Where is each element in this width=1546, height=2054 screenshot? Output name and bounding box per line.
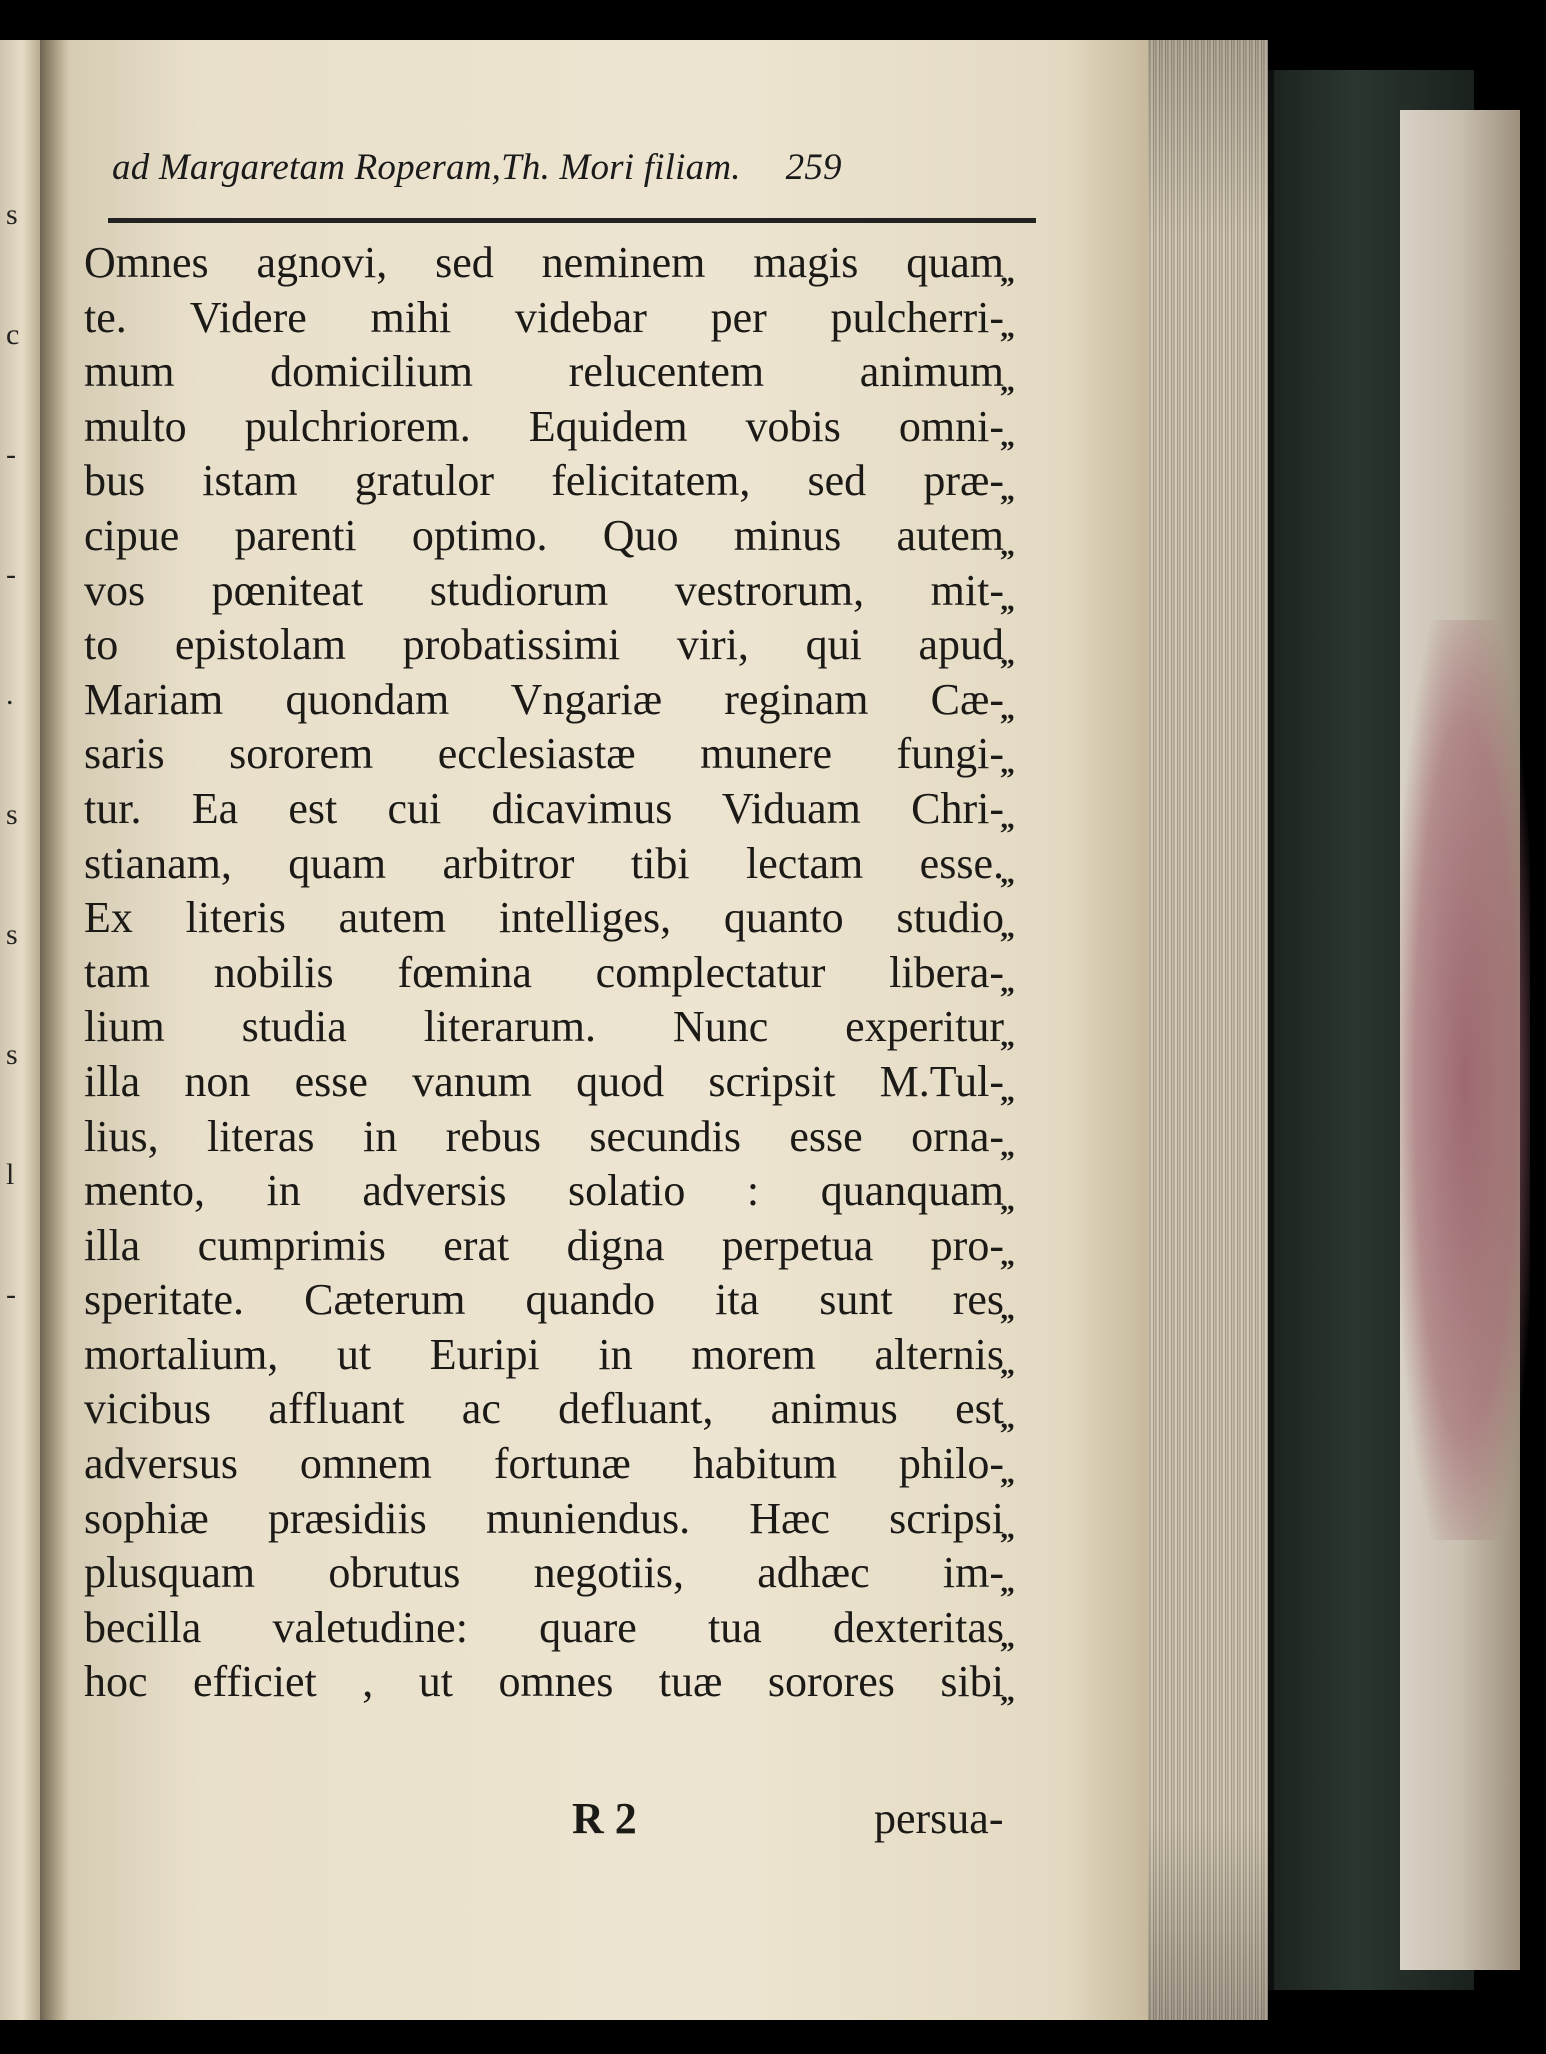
header-rule [108, 218, 1036, 223]
quote-mark: „ [1000, 747, 1015, 781]
quote-mark: „ [1000, 1184, 1015, 1218]
left-page-mark: l [6, 1158, 15, 1191]
text-line: stianam, quam arbitror tibi lectam esse. [84, 838, 1004, 888]
text-line: plusquam obrutus negotiis, adhæc im- [84, 1548, 1004, 1598]
text-line: to epistolam probatissimi viri, qui apud [84, 620, 1004, 670]
quote-mark: „ [1000, 1129, 1015, 1163]
left-page-mark: s [6, 798, 18, 831]
text-line: tur. Ea est cui dicavimus Viduam Chri- [84, 783, 1004, 833]
quote-mark: „ [1000, 638, 1015, 672]
text-line: lius, literas in rebus secundis esse orna- [84, 1111, 1004, 1161]
text-line: illa cumprimis erat digna perpetua pro- [84, 1220, 1004, 1270]
quote-mark: „ [1000, 801, 1015, 835]
quote-mark: „ [1000, 1402, 1015, 1436]
running-title: ad Margaretam Roperam,Th. Mori filiam. [112, 147, 741, 188]
left-page-edge [0, 40, 40, 2020]
quote-mark: „ [1000, 365, 1015, 399]
catchword: persua- [874, 1794, 1004, 1843]
text-line: mento, in adversis solatio : quanquam [84, 1166, 1004, 1216]
left-page-mark: s [6, 198, 18, 231]
quote-mark: „ [1000, 1238, 1015, 1272]
page-edges [1148, 40, 1268, 2020]
running-head [112, 146, 1032, 189]
left-page-mark: s [6, 1038, 18, 1071]
quote-mark: „ [1000, 911, 1015, 945]
quote-mark: „ [1000, 583, 1015, 617]
quote-mark: „ [1000, 692, 1015, 726]
text-line: Mariam quondam Vngariæ reginam Cæ- [84, 674, 1004, 724]
text-line: cipue parenti optimo. Quo minus autem [84, 510, 1004, 560]
quote-mark: „ [1000, 1566, 1015, 1600]
text-line: Omnes agnovi, sed neminem magis quam [84, 238, 1004, 287]
quote-mark: „ [1000, 1675, 1015, 1709]
left-page-mark: - [6, 1278, 16, 1311]
quote-mark: „ [1000, 1293, 1015, 1327]
body-text [84, 236, 1004, 1710]
text-line: hoc efficiet , ut omnes tuæ sorores sibi [84, 1657, 1004, 1707]
quote-mark: „ [1000, 256, 1015, 289]
quote-mark: „ [1000, 965, 1015, 999]
quote-mark: „ [1000, 1347, 1015, 1381]
quote-mark: „ [1000, 419, 1015, 453]
left-page-mark: . [6, 678, 14, 711]
margin-quote-marks [1000, 236, 1040, 1710]
signature-mark: R 2 [572, 1794, 637, 1843]
quote-mark: „ [1000, 310, 1015, 344]
quote-mark: „ [1000, 1511, 1015, 1545]
quote-mark: „ [1000, 856, 1015, 890]
quote-mark: „ [1000, 1020, 1015, 1054]
text-line: te. Videre mihi videbar per pulcherri- [84, 292, 1004, 342]
cover-stain [1400, 620, 1530, 1540]
text-line: lium studia literarum. Nunc experitur [84, 1002, 1004, 1052]
text-line: speritate. Cæterum quando ita sunt res [84, 1275, 1004, 1325]
quote-mark: „ [1000, 1457, 1015, 1491]
left-page-mark: s [6, 918, 18, 951]
page-number: 259 [785, 147, 842, 188]
text-line: Ex literis autem intelliges, quanto studio [84, 893, 1004, 943]
quote-mark: „ [1000, 1620, 1015, 1654]
text-line: bus istam gratulor felicitatem, sed præ- [84, 456, 1004, 506]
text-line: mum domicilium relucentem animum [84, 347, 1004, 397]
page-footer [84, 1793, 1004, 1853]
quote-mark: „ [1000, 474, 1015, 508]
text-line: sophiæ præsidiis muniendus. Hæc scripsi [84, 1493, 1004, 1543]
quote-mark: „ [1000, 1074, 1015, 1108]
text-line: becilla valetudine: quare tua dexteritas [84, 1602, 1004, 1652]
text-line: mortalium, ut Euripi in morem alternis [84, 1329, 1004, 1379]
text-line: tam nobilis fœmina complectatur libera- [84, 947, 1004, 997]
left-page-mark: - [6, 438, 16, 471]
text-line: vicibus affluant ac defluant, animus est [84, 1384, 1004, 1434]
text-line: vos pœniteat studiorum vestrorum, mit- [84, 565, 1004, 615]
text-line: saris sororem ecclesiastæ munere fungi- [84, 729, 1004, 779]
text-line: multo pulchriorem. Equidem vobis omni- [84, 401, 1004, 451]
text-line: adversus omnem fortunæ habitum philo- [84, 1439, 1004, 1489]
text-line: illa non esse vanum quod scripsit M.Tul- [84, 1056, 1004, 1106]
book-gutter [40, 40, 70, 2020]
left-page-mark: c [6, 318, 20, 351]
left-page-mark: - [6, 558, 16, 591]
quote-mark: „ [1000, 528, 1015, 562]
